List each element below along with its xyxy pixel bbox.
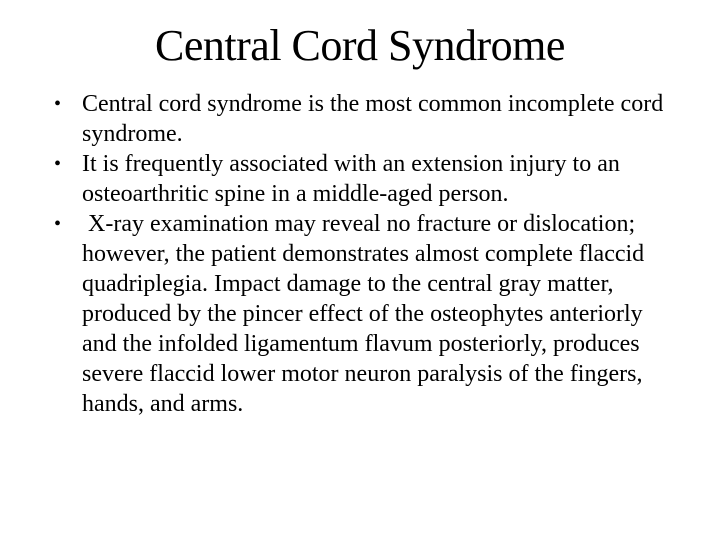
bullet-text: Central cord syndrome is the most common incomplete cord syndrome.	[82, 91, 664, 147]
bullet-text: X-ray examination may reveal no fracture or dislocation; however, the patient demonstrates almost complete flaccid quadriplegia. Impact damage to the central gray matter, produced by the pincer effect of the osteophytes anteriorly and the infolded ligamentum flavum posteriorly, produces severe flaccid lower motor neuron paralysis of the fingers, hands, and arms.	[82, 211, 651, 417]
bullet-marker: •	[54, 213, 62, 235]
bullet-list	[54, 89, 674, 419]
bullet-marker: •	[54, 93, 62, 115]
bullet-item	[54, 89, 674, 149]
bullet-marker: •	[54, 153, 62, 175]
bullet-text: It is frequently associated with an extension injury to an osteoarthritic spine in a middle-aged person.	[82, 151, 620, 207]
bullet-item	[54, 149, 674, 209]
slide-title: Central Cord Syndrome	[155, 21, 565, 70]
bullet-item	[54, 209, 674, 419]
